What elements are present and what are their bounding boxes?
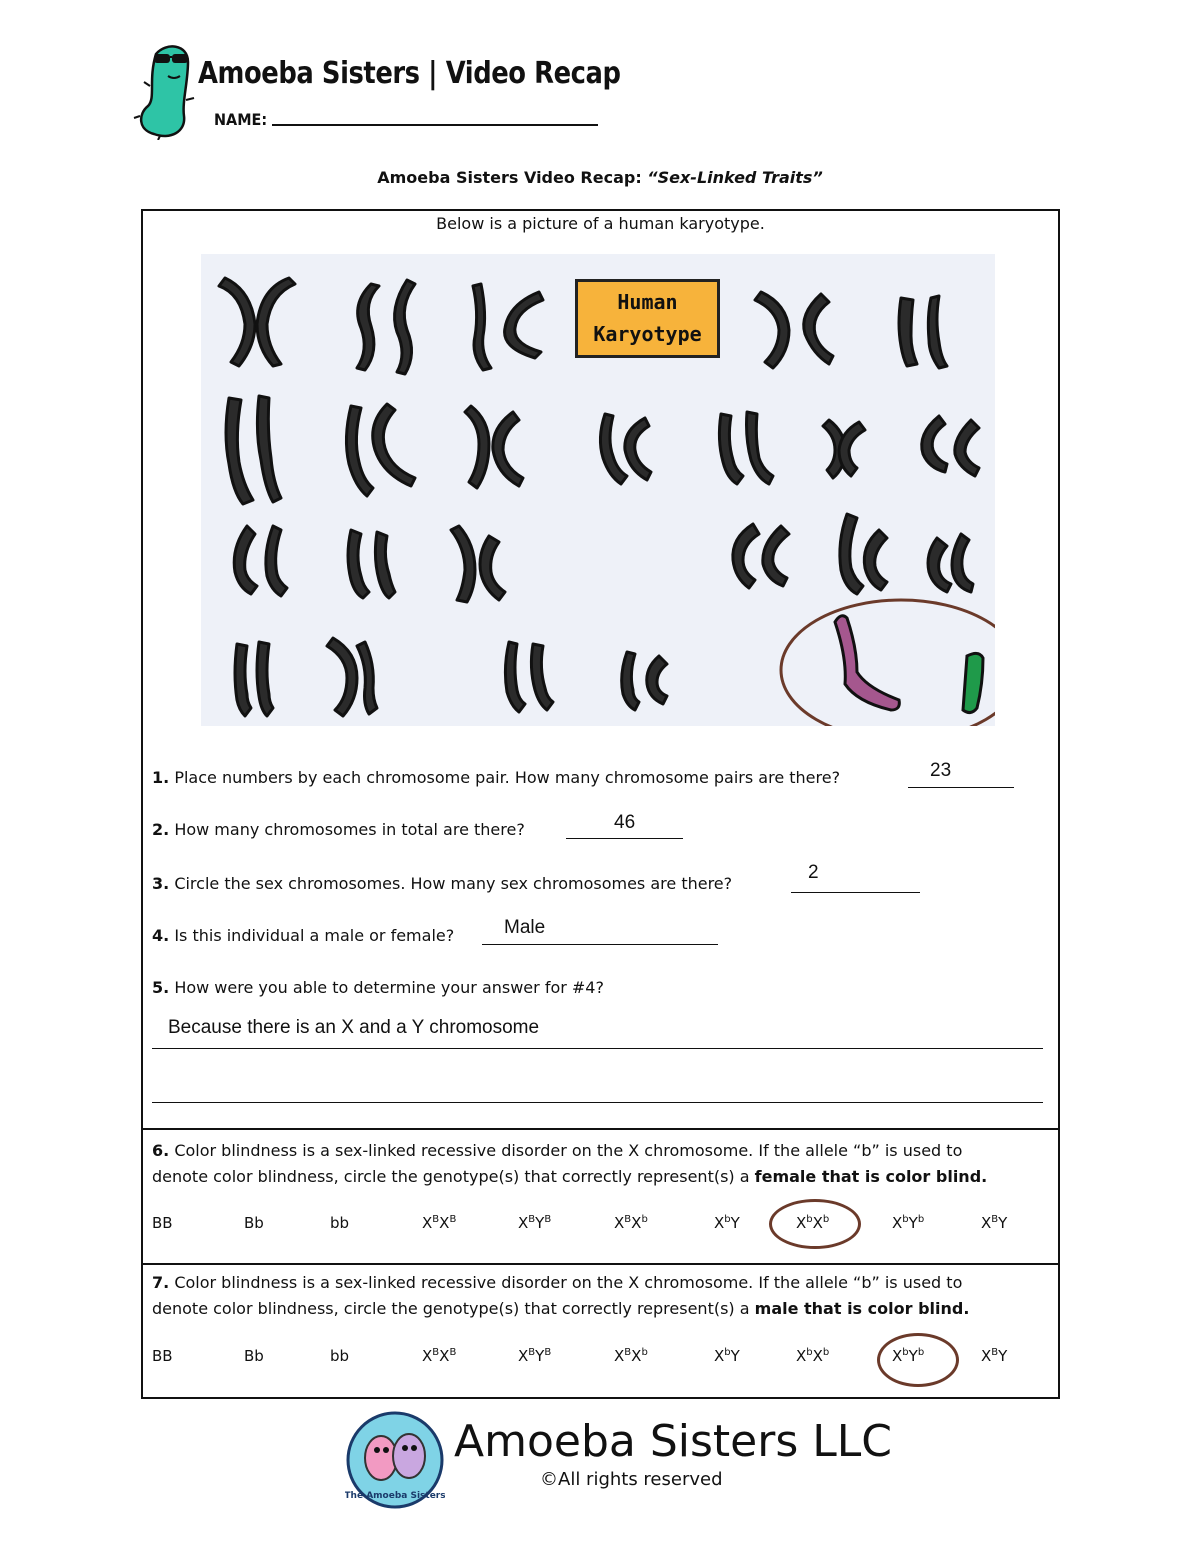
q6-genotype-option[interactable]: $X^BX^b$ xyxy=(614,1214,648,1232)
q7-genotype-option[interactable]: $X^BX^b$ xyxy=(614,1347,648,1365)
q7-genotype-option[interactable]: $X^BY$ xyxy=(981,1347,1008,1365)
name-field-line[interactable] xyxy=(272,124,598,126)
logo-text: The Amoeba Sisters xyxy=(345,1491,445,1501)
answer-4: Male xyxy=(504,917,546,938)
question-4: 4. Is this individual a male or female? xyxy=(152,926,455,945)
answer-2: 46 xyxy=(614,812,636,833)
question-6-genotypes xyxy=(0,1214,1200,1244)
question-2: 2. How many chromosomes in total are there? xyxy=(152,820,525,839)
question-1: 1. Place numbers by each chromosome pair. How many chromosome pairs are there? xyxy=(152,768,841,787)
q6-genotype-option[interactable]: Bb xyxy=(244,1214,264,1232)
y-chromosome xyxy=(963,653,983,712)
male-answer-circle xyxy=(877,1333,959,1387)
q7-genotype-option[interactable]: BB xyxy=(152,1347,173,1365)
q6-genotype-option[interactable]: $X^BX^B$ xyxy=(422,1214,457,1232)
q6-genotype-option[interactable]: $X^bY^b$ xyxy=(892,1214,925,1232)
answer-1-line[interactable] xyxy=(908,787,1014,788)
q7-genotype-option[interactable]: $X^BY^B$ xyxy=(518,1347,552,1365)
q6-genotype-option[interactable]: bb xyxy=(330,1214,350,1232)
q6-genotype-option[interactable]: $X^bY$ xyxy=(714,1214,740,1232)
answer-1: 23 xyxy=(930,760,952,781)
q7-genotype-option[interactable]: bb xyxy=(330,1347,350,1365)
q7-genotype-option[interactable]: $X^bX^b$ xyxy=(796,1347,830,1365)
question-7-text: 7. Color blindness is a sex-linked recessive disorder on the X chromosome. If the allele “b” is used to denote color blindness, circle the genotype(s) that correctly represent(s) a male that is color blind. xyxy=(152,1273,970,1318)
question-5: 5. How were you able to determine your answer for #4? xyxy=(152,978,604,997)
answer-4-line[interactable] xyxy=(482,944,718,945)
document-title: Amoeba Sisters Video Recap: “Sex-Linked Traits” xyxy=(377,168,823,187)
question-6-text: 6. Color blindness is a sex-linked recessive disorder on the X chromosome. If the allele “b” is used to denote color blindness, circle the genotype(s) that correctly represent(s) a female that is color blind. xyxy=(152,1141,988,1186)
q6-genotype-option[interactable]: $X^BY^B$ xyxy=(518,1214,552,1232)
amoeba-sisters-logo xyxy=(345,1410,445,1510)
header-title: Amoeba Sisters | Video Recap xyxy=(198,56,621,91)
company-name: Amoeba Sisters LLC xyxy=(454,1416,892,1467)
question-3: 3. Circle the sex chromosomes. How many sex chromosomes are there? xyxy=(152,874,733,893)
female-answer-circle xyxy=(769,1199,861,1249)
q6-genotype-option[interactable]: BB xyxy=(152,1214,173,1232)
q6-genotype-option[interactable]: $X^BY$ xyxy=(981,1214,1008,1232)
q7-genotype-option[interactable]: Bb xyxy=(244,1347,264,1365)
q7-genotype-option[interactable]: $X^bY^b$ xyxy=(892,1347,925,1365)
copyright-icon: © xyxy=(540,1469,558,1490)
karyotype-caption: Below is a picture of a human karyotype. xyxy=(436,214,765,233)
q6-genotype-option[interactable]: $X^bX^b$ xyxy=(796,1214,830,1232)
q7-genotype-option[interactable]: $X^bY$ xyxy=(714,1347,740,1365)
mascot-logo xyxy=(130,36,200,140)
answer-3-line[interactable] xyxy=(791,892,920,893)
answer-5-line-1[interactable] xyxy=(152,1048,1043,1049)
x-chromosome xyxy=(835,616,899,710)
rights-notice: ©All rights reserved xyxy=(540,1469,723,1490)
name-label: NAME: xyxy=(214,110,268,129)
question-7-genotypes xyxy=(0,1347,1200,1377)
q7-genotype-option[interactable]: $X^BX^B$ xyxy=(422,1347,457,1365)
answer-5-line-2[interactable] xyxy=(152,1102,1043,1103)
answer-5: Because there is an X and a Y chromosome xyxy=(168,1017,540,1038)
answer-2-line[interactable] xyxy=(566,838,683,839)
karyotype-label: Human Karyotype xyxy=(575,279,720,358)
answer-3: 2 xyxy=(808,862,819,883)
